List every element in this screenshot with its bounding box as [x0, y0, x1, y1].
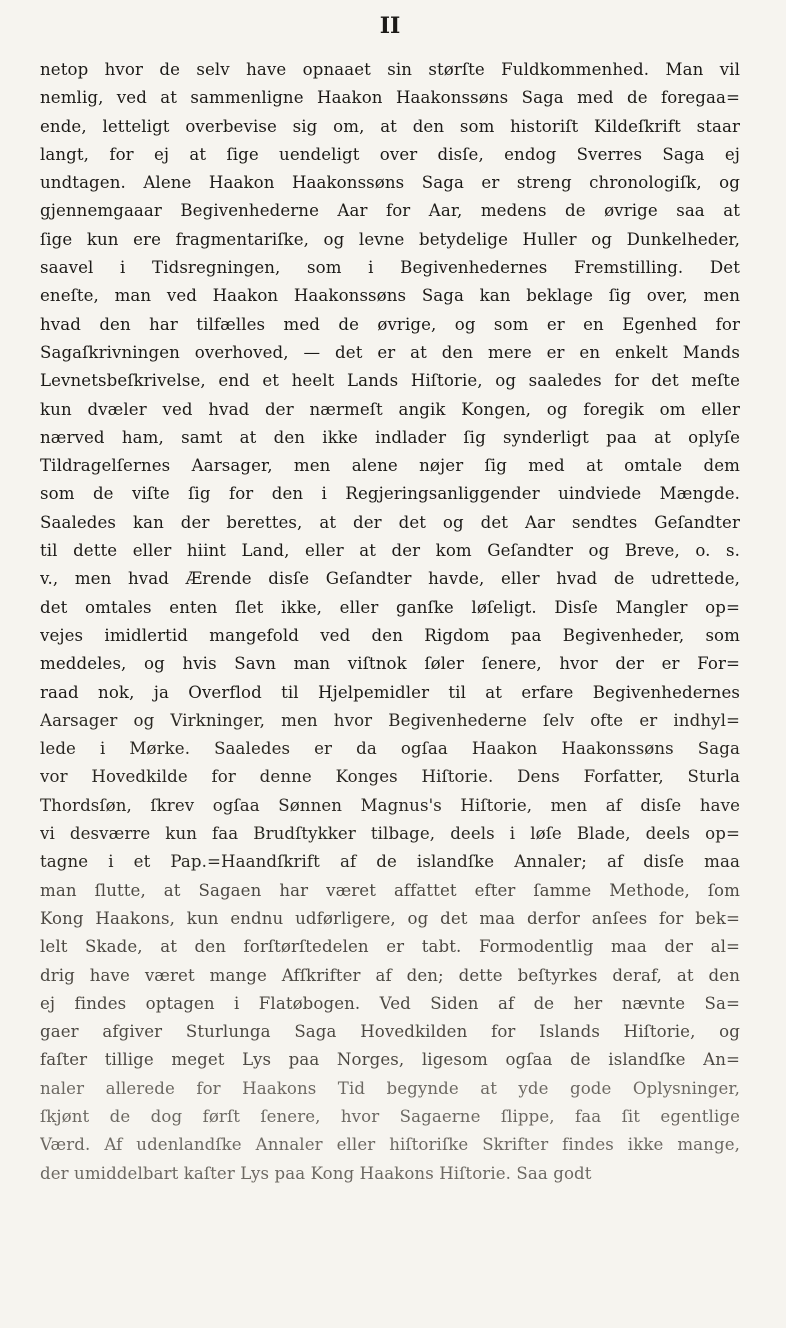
- text-line: nærved ham, samt at den ikke indlader ſig synderligt paa at oplyſe: [40, 427, 740, 447]
- text-line: vor Hovedkilde for denne Konges Hiſtorie. Dens Forfatter, Sturla: [40, 767, 740, 787]
- text-line: eneſte, man ved Haakon Haakonssøns Saga kan beklage ſig over, men: [40, 286, 740, 306]
- text-line: ſkjønt de dog førſt ſenere, hvor Sagaerne ſlippe, faa ſit egentlige: [40, 1106, 740, 1126]
- text-line: meddeles, og hvis Savn man viſtnok ſøler ſenere, hvor der er For=: [40, 654, 740, 674]
- text-line: lelt Skade, at den forſtørſtedelen er tabt. Formodentlig maa der al=: [40, 937, 740, 957]
- text-line: ende, letteligt overbevise sig om, at den som historiſt Kildeſkrift staar: [40, 116, 740, 136]
- text-line: raad nok, ja Overflod til Hjelpemidler til at erfare Begivenhedernes: [40, 682, 740, 702]
- text-line: Sagaſkrivningen overhoved, — det er at den mere er en enkelt Mands: [40, 342, 740, 362]
- text-line: Thordsſøn, ſkrev ogſaa Sønnen Magnus's Hiſtorie, men af disſe have: [40, 795, 740, 815]
- text-line: Aarsager og Virkninger, men hvor Begivenhederne ſelv ofte er indhyl=: [40, 710, 740, 730]
- text-line: gjennemgaaar Begivenhederne Aar for Aar, medens de øvrige saa at: [40, 201, 740, 221]
- text-line: gaer afgiver Sturlunga Saga Hovedkilden for Islands Hiſtorie, og: [40, 1022, 740, 1042]
- text-line: vejes imidlertid mangefold ved den Rigdom paa Begivenheder, som: [40, 625, 740, 645]
- text-line: nemlig, ved at sammenligne Haakon Haakonssøns Saga med de foregaa=: [40, 88, 740, 108]
- text-line: Tildragelſernes Aarsager, men alene nøjer ſig med at omtale dem: [40, 456, 740, 476]
- text-line: drig have været mange Afſkrifter af den; dette beſtyrkes deraf, at den: [40, 965, 740, 985]
- text-line: saavel i Tidsregningen, som i Begivenhedernes Fremstilling. Det: [40, 258, 740, 278]
- text-line: vi desværre kun faa Brudſtykker tilbage, deels i løſe Blade, deels op=: [40, 824, 740, 844]
- text-line: til dette eller hiint Land, eller at der kom Geſandter og Breve, o. s.: [40, 541, 740, 561]
- text-line: undtagen. Alene Haakon Haakonssøns Saga er streng chronologiſk, og: [40, 173, 740, 193]
- text-line: v., men hvad Ærende disſe Geſandter havde, eller hvad de udrettede,: [40, 569, 740, 589]
- body-text: [40, 56, 740, 1188]
- text-line: ej findes optagen i Flatøbogen. Ved Siden af de her nævnte Sa=: [40, 993, 740, 1013]
- text-line: Kong Haakons, kun endnu udførligere, og det maa derfor anſees for bek=: [40, 908, 740, 928]
- text-line: som de viſte ſig for den i Regjeringsanliggender uindviede Mængde.: [40, 484, 740, 504]
- text-line: Saaledes kan der berettes, at der det og det Aar sendtes Geſandter: [40, 512, 740, 532]
- text-line: netop hvor de selv have opnaaet sin størſte Fuldkommenhed. Man vil: [40, 60, 740, 79]
- text-line: man ſlutte, at Sagaen har været affattet efter ſamme Methode, ſom: [40, 880, 740, 900]
- text-line: hvad den har tilfælles med de øvrige, og som er en Egenhed for: [40, 314, 740, 334]
- text-line: faſter tillige meget Lys paa Norges, ligesom ogſaa de islandſke An=: [40, 1050, 740, 1070]
- text-line: naler allerede for Haakons Tid begynde at yde gode Oplysninger,: [40, 1078, 740, 1098]
- text-line: Værd. Af udenlandſke Annaler eller hiſtoriſke Skrifter findes ikke mange,: [40, 1135, 740, 1155]
- text-line: der umiddelbart kaſter Lys paa Kong Haakons Hiſtorie. Saa godt: [40, 1163, 592, 1183]
- text-line: lede i Mørke. Saaledes er da ogſaa Haakon Haakonssøns Saga: [40, 739, 740, 759]
- text-line: kun dvæler ved hvad der nærmeſt angik Kongen, og foregik om eller: [40, 399, 740, 419]
- text-line: tagne i et Pap.=Haandſkrift af de islandſke Annaler; af disſe maa: [40, 852, 740, 872]
- text-line: langt, for ej at ſige uendeligt over disſe, endog Sverres Saga ej: [40, 144, 740, 164]
- text-line: ſige kun ere fragmentariſke, og levne betydelige Huller og Dunkelheder,: [40, 229, 740, 249]
- text-line: Levnetsbeſkrivelse, end et heelt Lands Hiſtorie, og saaledes for det meſte: [40, 371, 740, 391]
- text-line: det omtales enten ſlet ikke, eller ganſke løſeligt. Disſe Mangler op=: [40, 597, 740, 617]
- page-number: II: [379, 13, 401, 39]
